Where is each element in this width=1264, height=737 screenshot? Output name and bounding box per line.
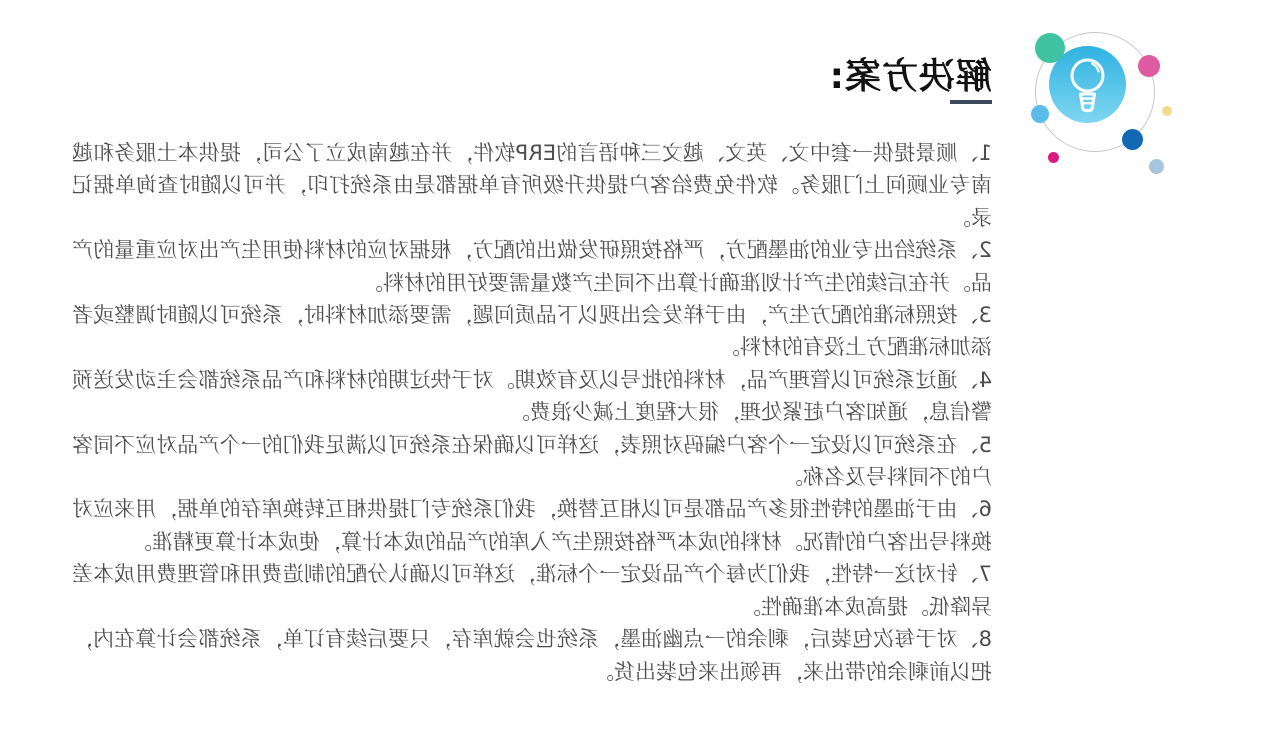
decorative-dot-yellow	[1162, 106, 1172, 116]
solutions-list	[72, 137, 992, 688]
solution-item-5: 5、在系统可以设定一个客户编码对照表，这样可以确保在系统可以满足我们的一个产品对应不同客户的不同料号及名称。	[72, 432, 992, 490]
decorative-dot-magenta	[1048, 152, 1059, 163]
solution-item-7: 7、针对这一特性，我们为每个产品设定一个标准，这样可以确认分配的制造费用和管理费用成本差异降低。提高成本准确性。	[72, 562, 992, 619]
lightbulb-graphic	[1004, 0, 1264, 200]
solution-item-8: 8、对于每次包装后，剩余的一点幽油墨，系统也会就库存，只要后续有订单，系统都会计算在内，把以前剩余的带出来，再领出来包装出货。	[72, 627, 992, 684]
solution-item-4: 4、通过系统可以管理产品，材料的批号以及有效期。对于快过期的材料和产品系统都会主动发送预警信息，通知客户赶紧处理，很大程度上减少浪费。	[72, 367, 992, 425]
solution-item-2: 2、系统给出专业的油墨配方，严格按照研发做出的配方，根据对应的材料使用生产出对应重量的产品。并在后续的生产计划准确计算出不同生产数量需要好用的材料。	[72, 238, 992, 295]
decorative-dot-paleblue	[1149, 159, 1164, 174]
solution-item-1: 1、顺景提供一套中文、英文、越文三种语言的ERP软件，并在越南成立了公司，提供本土服务和越南专业顾问上门服务。软件免费给客户提供升级所有单据都是由系统打印，并可以随时查询单据记录。	[72, 141, 992, 230]
title-underline	[950, 100, 992, 104]
decorative-dot-darkblue	[1122, 129, 1143, 150]
page-title: 解决方案:	[828, 56, 992, 97]
decorative-dot-pink	[1138, 55, 1160, 77]
decorative-dot-lightblue	[1031, 105, 1049, 123]
solution-item-3: 3、按照标准的配方生产，由于样发会出现以下品质问题，需要添加材料时，系统可以随时调整或者添加标准配方上没有的材料。	[72, 303, 992, 360]
solution-item-6: 6、由于油墨的特性很多产品都是可以相互替换，我们系统专门提供相互转换库存的单据，用来应对换料号出客户的情况。材料的成本严格按照生产入库的产品的成本计算，使成本计算更精准。	[72, 497, 992, 554]
decorative-dot-teal	[1035, 33, 1065, 63]
